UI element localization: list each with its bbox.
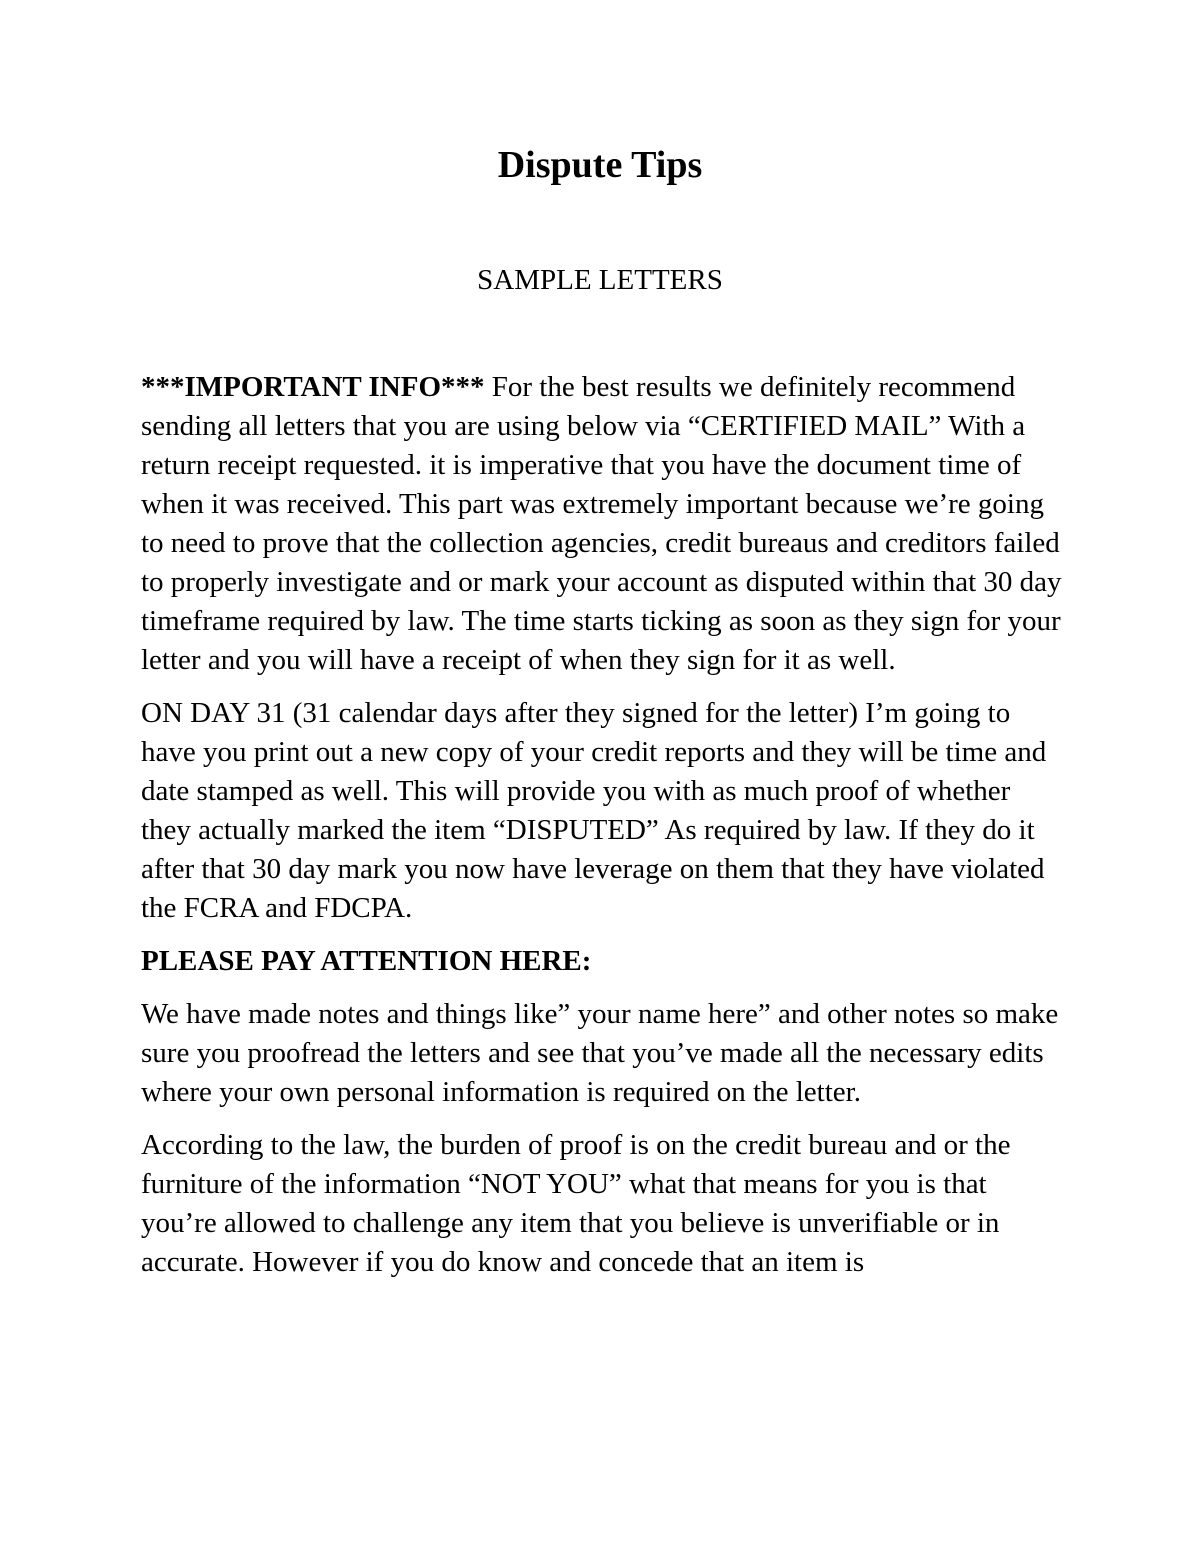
document-body	[141, 368, 1066, 1296]
page-title: Dispute Tips	[497, 144, 703, 186]
page-subtitle: SAMPLE LETTERS	[477, 264, 723, 296]
important-info-label: ***IMPORTANT INFO***	[141, 371, 485, 403]
paragraph-notes: We have made notes and things like” your name here” and other notes so make sure you proofread the letters and see that you’ve made all the necessary edits where your own personal information is required on the letter.	[141, 998, 1059, 1108]
attention-heading: PLEASE PAY ATTENTION HERE:	[141, 945, 592, 977]
important-info-text: For the best results we definitely recommend sending all letters that you are using below via “CERTIFIED MAIL” With a return receipt requested. it is imperative that you have the document time of when it was received. This part was extremely important because we’re going to need to prove that the collection agencies, credit bureaus and creditors failed to properly investigate and or mark your account as disputed within that 30 day timeframe required by law. The time starts ticking as soon as they sign for your letter and you will have a receipt of when they sign for it as well.	[141, 371, 1062, 676]
paragraph-important-info	[141, 368, 1066, 680]
paragraph-burden-of-proof: According to the law, the burden of proof is on the credit bureau and or the furniture of the information “NOT YOU” what that means for you is that you’re allowed to challenge any item that you believe is unverifiable or in accurate. However if you do know and concede that an item is	[141, 1129, 1011, 1278]
paragraph-day-31: ON DAY 31 (31 calendar days after they signed for the letter) I’m going to have you print out a new copy of your credit reports and they will be time and date stamped as well. This will provide you with as much proof of whether they actually marked the item “DISPUTED” As required by law. If they do it after that 30 day mark you now have leverage on them that they have violated the FCRA and FDCPA.	[141, 697, 1047, 924]
